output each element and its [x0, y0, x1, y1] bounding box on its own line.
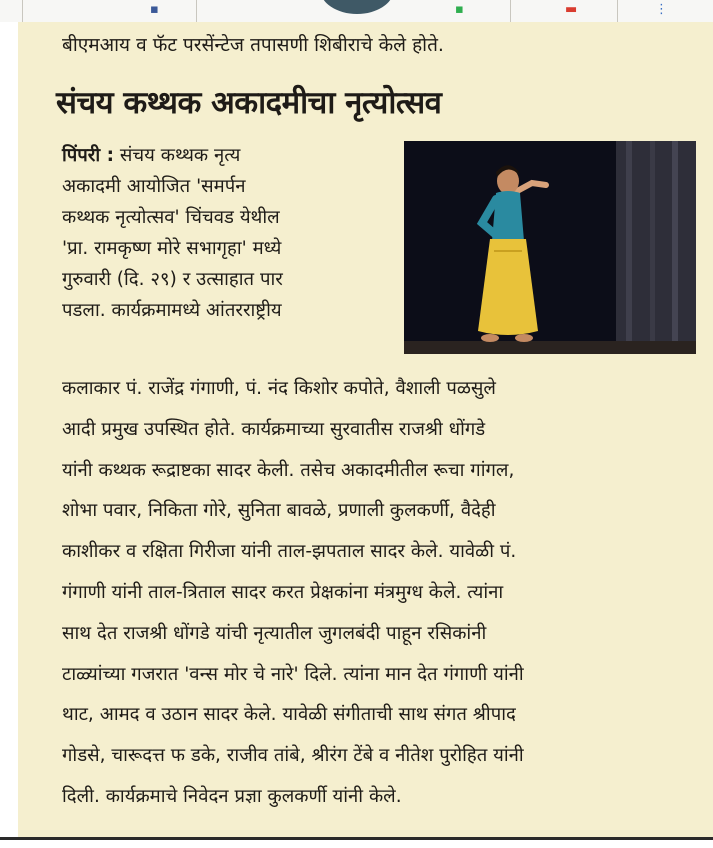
article-line: थाट, आमद व उठान सादर केले. यावेळी संगीताची साथ संगत श्रीपाद — [62, 704, 516, 726]
dancer-photo — [404, 141, 696, 354]
article-line: गंगाणी यांनी ताल-त्रिताल सादर करत प्रेक्षकांना मंत्रमुग्ध केले. त्यांना — [62, 582, 504, 603]
article-line: गोडसे, चारूदत्त फ डके, राजीव तांबे, श्रीरंग टेंबे व नीतेश पुरोहित यांनी — [62, 745, 524, 767]
article-line: 'प्रा. रामकृष्ण मोरे सभागृहा' मध्ये — [62, 238, 282, 259]
clipping-margin — [0, 22, 19, 837]
toolbar-separator — [196, 0, 197, 22]
article-line: शोभा पवार, निकिता गोरे, सुनिता बावळे, प्रणाली कुलकर्णी, वैदेही — [62, 500, 496, 522]
article-line: गुरुवारी (दि. २९) र उत्साहात पार — [62, 269, 283, 290]
kathak-dancer-illustration — [404, 141, 696, 354]
previous-article-tail: बीएमआय व फॅट परसेंन्टेज तपासणी शिबीराचे केले होते. — [62, 34, 444, 56]
facebook-share-icon[interactable]: ▪ — [150, 2, 159, 17]
article-headline: संचय कथ्थक अकादमीचा नृत्योत्सव — [56, 85, 442, 121]
article-line — [62, 141, 240, 171]
top-toolbar — [0, 0, 713, 23]
mail-share-icon[interactable]: ▬ — [565, 2, 578, 17]
article-line: कथ्थक नृत्योत्सव' चिंचवड येथील — [62, 207, 280, 228]
toolbar-separator — [22, 0, 23, 22]
article-line: यांनी कथ्थक रूद्राष्टका सादर केली. तसेच अकादमीतील रूचा गांगल, — [62, 459, 515, 481]
article-dateline: पिंपरी : — [62, 145, 115, 166]
toolbar-separator — [617, 0, 618, 22]
toolbar-separator — [510, 0, 511, 22]
article-line: दिली. कार्यक्रमाचे निवेदन प्रज्ञा कुलकर्णी यांनी केले. — [62, 786, 402, 807]
article-line: पडला. कार्यक्रमामध्ये आंतरराष्ट्रीय — [62, 300, 282, 321]
article-line-text: संचय कथ्थक नृत्य — [114, 145, 241, 166]
floating-action-button[interactable] — [320, 0, 394, 14]
article-line: काशीकर व रक्षिता गिरीजा यांनी ताल-झपताल सादर केले. यावेळी पं. — [62, 541, 517, 563]
more-share-icon[interactable]: ⋮ — [655, 2, 668, 17]
article-line: टाळ्यांच्या गजरात 'वन्स मोर चे नारे' दिले. त्यांना मान देत गंगाणी यांनी — [62, 663, 524, 685]
article-line: अकादमी आयोजित 'समर्पन — [62, 176, 246, 197]
article-line: कलाकार पं. राजेंद्र गंगाणी, पं. नंद किशोर कपोते, वैशाली पळसुले — [62, 378, 496, 399]
article-line: साथ देत राजश्री धोंगडे यांची नृत्यातील जुगलबंदी पाहून रसिकांनी — [62, 622, 487, 644]
bottom-border — [0, 837, 713, 848]
whatsapp-share-icon[interactable]: ▪ — [455, 2, 464, 17]
article-line: आदी प्रमुख उपस्थित होते. कार्यक्रमाच्या सुरवातीस राजश्री धोंगडे — [62, 418, 486, 440]
